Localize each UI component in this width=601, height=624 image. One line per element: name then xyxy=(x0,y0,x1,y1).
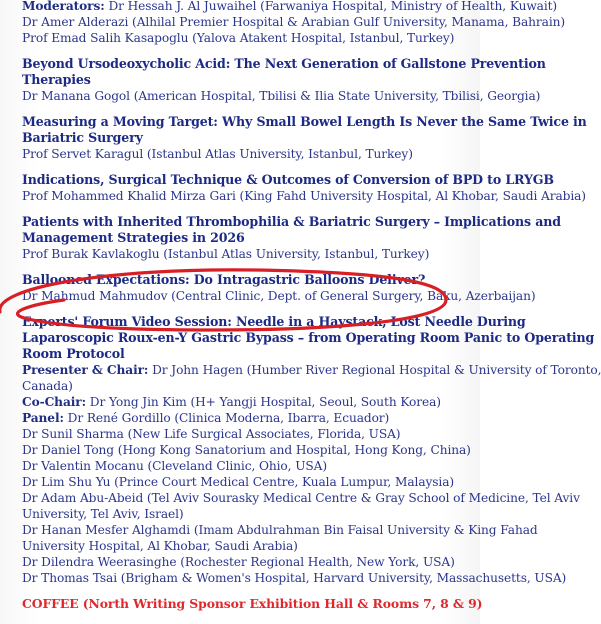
forum-title: Experts' Forum Video Session: Needle in a Haystack, Lost Needle During xyxy=(22,314,526,329)
panel-line xyxy=(22,410,492,426)
talk-speaker: Prof Mohammed Khalid Mirza Gari (King Fahd University Hospital, Al Khobar, Saudi Arabia) xyxy=(22,189,586,203)
moderators-label: Moderators: xyxy=(22,0,105,13)
panelist: Dr Adam Abu-Abeid (Tel Aviv Sourasky Medical Centre & Gray School of Medicine, Tel Aviv xyxy=(22,491,580,505)
panelist: Dr Thomas Tsai (Brigham & Women's Hospital, Harvard University, Massachusetts, USA) xyxy=(22,571,567,585)
talk-4 xyxy=(22,214,561,262)
cochair: Dr Yong Jin Kim (H+ Yangji Hospital, Seoul, South Korea) xyxy=(89,395,441,409)
program-content xyxy=(22,0,601,612)
talk-title: Therapies xyxy=(22,72,91,87)
panelist: University Hospital, Al Khobar, Saudi Arabia) xyxy=(22,539,298,553)
presenter-line xyxy=(22,362,601,378)
experts-forum xyxy=(22,314,601,586)
panelist: Dr Lim Shu Yu (Prince Court Medical Centre, Kuala Lumpur, Malaysia) xyxy=(22,475,455,489)
forum-title: Laparoscopic Roux-en-Y Gastric Bypass – from Operating Room Panic to Operating xyxy=(22,330,595,345)
talk-speaker: Prof Servet Karagul (Istanbul Atlas University, Istanbul, Turkey) xyxy=(22,147,413,161)
talk-5-highlighted xyxy=(22,272,536,304)
talk-title: Management Strategies in 2026 xyxy=(22,230,245,245)
panelist: Dr René Gordillo (Clinica Moderna, Ibarra, Ecuador) xyxy=(67,411,390,425)
presenter: Dr John Hagen (Humber River Regional Hospital & University of Toronto, xyxy=(152,363,601,377)
talk-speaker: Dr Mahmud Mahmudov (Central Clinic, Dept. of General Surgery, Baku, Azerbaijan) xyxy=(22,289,536,303)
cochair-line xyxy=(22,394,492,410)
panelist: Dr Daniel Tong (Hong Kong Sanatorium and Hospital, Hong Kong, China) xyxy=(22,443,471,457)
talk-speaker: Dr Manana Gogol (American Hospital, Tbilisi & Ilia State University, Tbilisi, Georgia) xyxy=(22,89,541,103)
coffee-break: COFFEE (North Writing Sponsor Exhibition Hall & Rooms 7, 8 & 9) xyxy=(22,596,483,611)
talk-title: Measuring a Moving Target: Why Small Bowel Length Is Never the Same Twice in xyxy=(22,114,587,129)
panelist: Dr Valentin Mocanu (Cleveland Clinic, Ohio, USA) xyxy=(22,459,327,473)
talk-title: Indications, Surgical Technique & Outcomes of Conversion of BPD to LRYGB xyxy=(22,172,554,187)
presenter: Canada) xyxy=(22,379,73,393)
panelist: Dr Dilendra Weerasinghe (Rochester Regional Health, New York, USA) xyxy=(22,555,455,569)
talk-speaker: Prof Burak Kavlakoglu (Istanbul Atlas University, Istanbul, Turkey) xyxy=(22,247,430,261)
moderator: Dr Hessah J. Al Juwaihel (Farwaniya Hospital, Ministry of Health, Kuwait) xyxy=(108,0,558,13)
talk-title: Patients with Inherited Thrombophilia & Bariatric Surgery – Implications and xyxy=(22,214,561,229)
cochair-label: Co-Chair: xyxy=(22,395,86,409)
panelist: Dr Hanan Mesfer Alghamdi (Imam Abdulrahman Bin Faisal University & King Fahad xyxy=(22,523,538,537)
moderators-line xyxy=(22,0,558,14)
panelist: Dr Sunil Sharma (New Life Surgical Associates, Florida, USA) xyxy=(22,427,401,441)
talk-title: Bariatric Surgery xyxy=(22,130,143,145)
moderator: Dr Amer Alderazi (Alhilal Premier Hospital & Arabian Gulf University, Manama, Bahrain) xyxy=(22,15,566,29)
talk-1 xyxy=(22,56,546,104)
panelist: University, Tel Aviv, Israel) xyxy=(22,507,184,521)
talk-title: Ballooned Expectations: Do Intragastric Balloons Deliver? xyxy=(22,272,426,287)
panel-label: Panel: xyxy=(22,411,64,425)
talk-title: Beyond Ursodeoxycholic Acid: The Next Generation of Gallstone Prevention xyxy=(22,56,546,71)
moderator: Prof Emad Salih Kasapoglu (Yalova Atakent Hospital, Istanbul, Turkey) xyxy=(22,31,455,45)
talk-2 xyxy=(22,114,587,162)
talk-3 xyxy=(22,172,586,204)
forum-title: Room Protocol xyxy=(22,346,125,361)
presenter-label: Presenter & Chair: xyxy=(22,363,149,377)
